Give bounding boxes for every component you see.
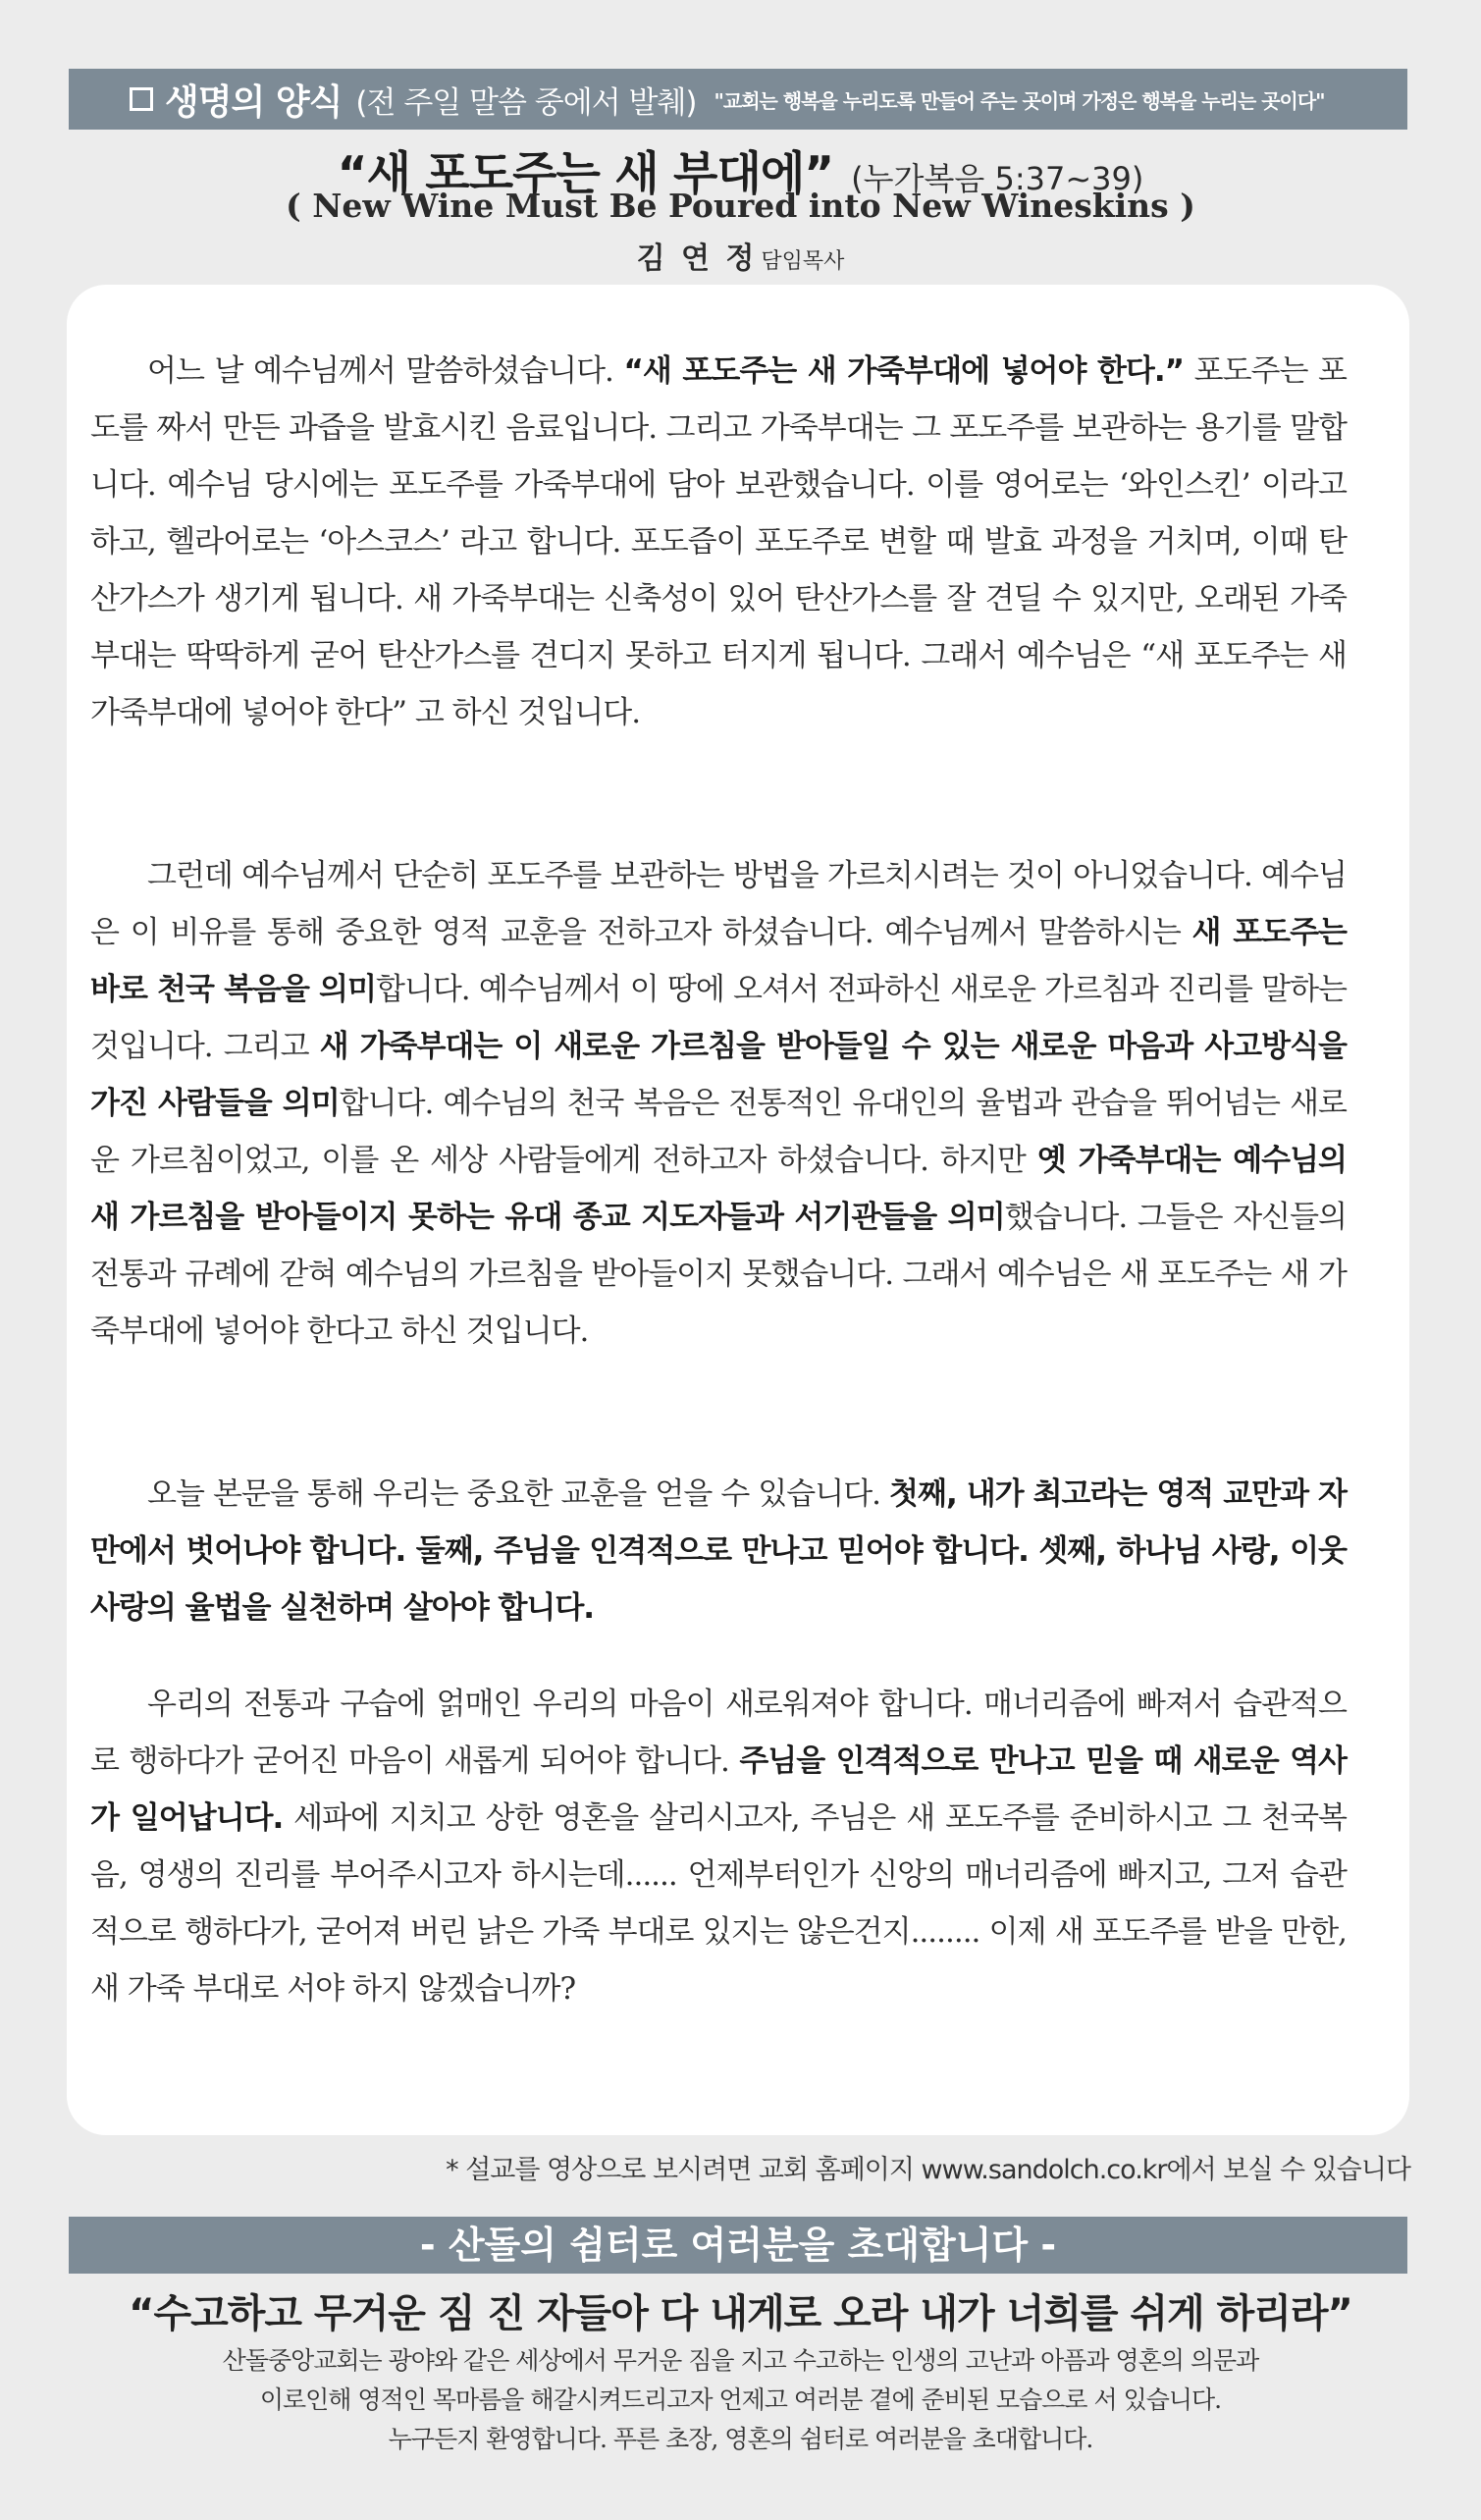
paragraph-emphasis: 첫째, 내가 최고라는 영적 교만과 자만에서 벗어나야 합니다. 둘째, 주님을 인격적으로 만나고 믿어야 합니다. 셋째, 하나님 사랑, 이웃사랑의 율법을 실천하며 살아야 합니다. (90, 1476, 1347, 1626)
paragraph-emphasis: 새 가죽부대는 이 새로운 가르침을 받아들일 수 있는 새로운 마음과 사고방식을 가진 사람들을 의미 (90, 1029, 1347, 1121)
video-footnote: * 설교를 영상으로 보시려면 교회 홈페이지 www.sandolch.co.kr에서 보실 수 있습니다 (446, 2155, 1410, 2185)
invitation-line-3: 누구든지 환영합니다. 푸른 초장, 영혼의 쉼터로 여러분을 초대합니다. (388, 2425, 1093, 2453)
invitation-banner: - 산돌의 쉼터로 여러분을 초대합니다 - (69, 2217, 1407, 2274)
paragraph-text: 포도주는 포도를 짜서 만든 과즙을 발효시킨 음료입니다. 그리고 가죽부대는 그 포도주를 보관하는 용기를 말합니다. 예수님 당시에는 포도주를 가죽부대에 담아 보관했습니다. 이를 영어로는 ‘와인스킨’ 이라고 하고, 헬라어로는 ‘아스코스’ 라고 합니다. 포도즙이 포도주로 변할 때 발효 과정을 거치며, 이때 탄산가스가 생기게 됩니다. 새 가죽부대는 신축성이 있어 탄산가스를 잘 견딜 수 있지만, 오래된 가죽부대는 딱딱하게 굳어 탄산가스를 견디지 못하고 터지게 됩니다. 그래서 예수님은 “새 포도주는 새 가죽부대에 넣어야 한다” 고 하신 것입니다. (90, 353, 1347, 730)
preacher-role: 담임목사 (761, 249, 845, 274)
paragraph-text: 어느 날 예수님께서 말씀하셨습니다. (147, 353, 624, 389)
invitation-line-1: 산돌중앙교회는 광야와 같은 세상에서 무거운 짐을 지고 수고하는 인생의 고난과 아픔과 영혼의 의문과 (222, 2346, 1259, 2375)
sermon-english-title: ( New Wine Must Be Poured into New Wineskins ) (286, 187, 1195, 225)
paragraph-text: 합니다. 예수님의 천국 복음은 전통적인 유대인의 율법과 관습을 뛰어넘는 새로운 가르침이었고, 이를 온 세상 사람들에게 전하고자 하셨습니다. 하지만 (90, 1086, 1348, 1178)
paragraph-text: 했습니다. 그들은 자신들의 전통과 규례에 갇혀 예수님의 가르침을 받아들이지 못했습니다. 그래서 예수님은 새 포도주는 새 가죽부대에 넣어야 한다고 하신 것입니다. (90, 1200, 1347, 1349)
scripture-reference: (누가복음 5:37~39) (851, 160, 1144, 197)
preacher-name: 김 연 정 (636, 241, 758, 276)
paragraph-text: 오늘 본문을 통해 우리는 중요한 교훈을 얻을 수 있습니다. (147, 1476, 890, 1512)
banner-title: 생명의 양식 (165, 81, 343, 123)
section-banner (69, 69, 1407, 130)
invitation-line-2: 이로인해 영적인 목마름을 해갈시켜드리고자 언제고 여러분 곁에 준비된 모습으로 서 있습니다. (259, 2386, 1222, 2414)
paragraph-emphasis: 새 포도주는 바로 천국 복음을 의미 (90, 915, 1347, 1007)
preacher-line (0, 234, 1481, 277)
banner-motto: "교회는 행복을 누리도록 만들어 주는 곳이며 가정은 행복을 누리는 곳이다" (714, 88, 1325, 113)
paragraph-emphasis: 옛 가죽부대는 예수님의 새 가르침을 받아들이지 못하는 유대 종교 지도자들과 서기관들을 의미 (90, 1143, 1347, 1235)
sermon-paragraph-2 (90, 847, 1347, 1360)
sermon-paragraph-1 (90, 343, 1347, 741)
banner-subtitle: (전 주일 말씀 중에서 발췌) (355, 84, 697, 121)
invitation-quote: “수고하고 무거운 짐 진 자들아 다 내게로 오라 내가 너희를 쉬게 하리라” (129, 2291, 1352, 2336)
paragraph-text: 세파에 지치고 상한 영혼을 살리시고자, 주님은 새 포도주를 준비하시고 그 천국복음, 영생의 진리를 부어주시고자 하시는데...... 언제부터인가 신앙의 매너리즘에 빠지고, 그저 습관적으로 행하다가, 굳어져 버린 낡은 가죽 부대로 있지는 않은건지........ 이제 새 포도주를 받을 만한, 새 가죽 부대로 서야 하지 않겠습니까? (90, 1800, 1348, 2007)
checkbox-square-icon (130, 87, 153, 111)
paragraph-emphasis: “새 포도주는 새 가죽부대에 넣어야 한다.” (623, 353, 1185, 389)
sermon-paragraph-3 (90, 1466, 1347, 1636)
paragraph-emphasis: 주님을 인격적으로 만나고 믿을 때 새로운 역사가 일어납니다. (90, 1743, 1347, 1836)
sermon-paragraph-4 (90, 1676, 1347, 2017)
paragraph-text: 그런데 예수님께서 단순히 포도주를 보관하는 방법을 가르치시려는 것이 아니었습니다. 예수님은 이 비유를 통해 중요한 영적 교훈을 전하고자 하셨습니다. 예수님께서 말씀하시는 (90, 858, 1347, 950)
paragraph-text: 합니다. 예수님께서 이 땅에 오셔서 전파하신 새로운 가르침과 진리를 말하는 것입니다. 그리고 (90, 972, 1347, 1064)
paragraph-text: 우리의 전통과 구습에 얽매인 우리의 마음이 새로워져야 합니다. 매너리즘에 빠져서 습관적으로 행하다가 굳어진 마음이 새롭게 되어야 합니다. (90, 1687, 1347, 1779)
sermon-title: “새 포도주는 새 부대에” (337, 147, 834, 201)
